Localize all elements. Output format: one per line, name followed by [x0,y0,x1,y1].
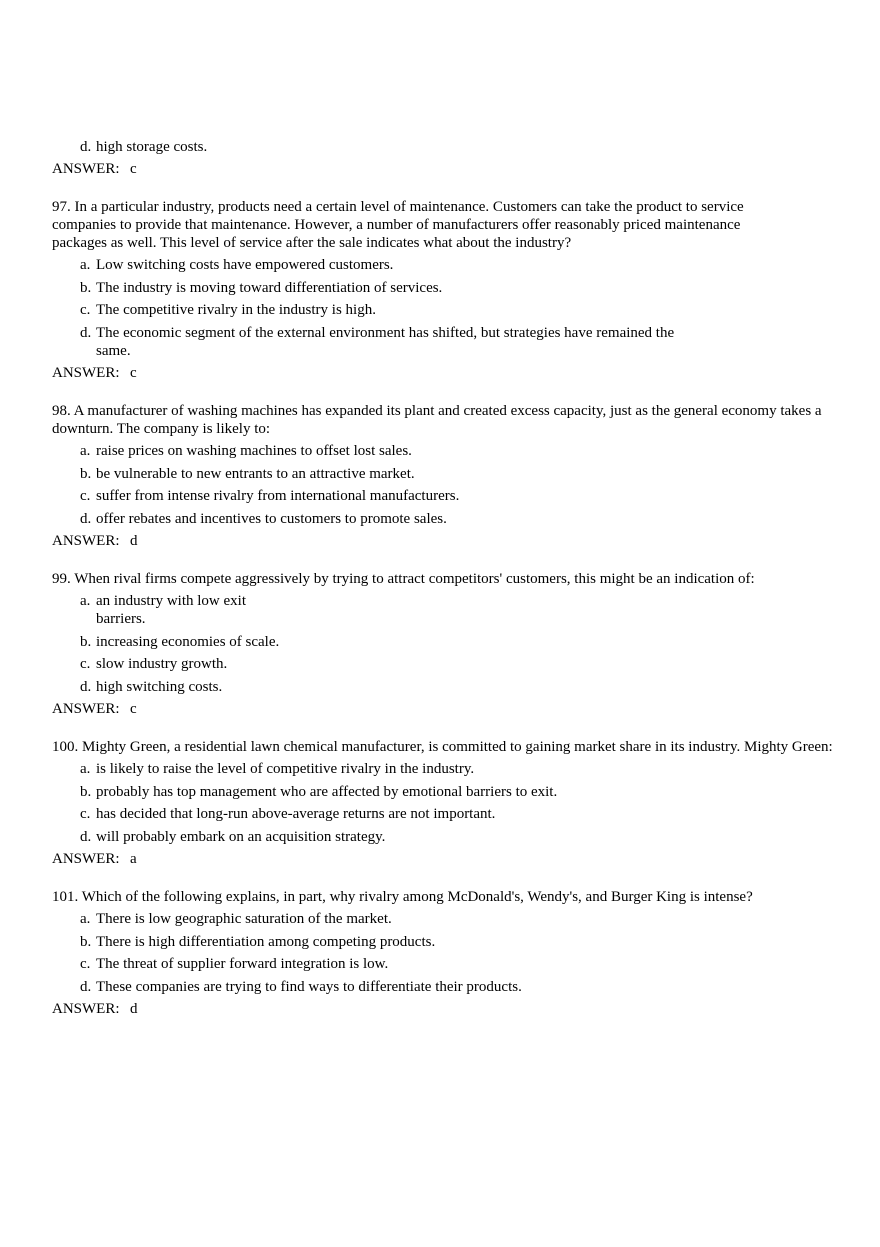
answer-value: c [130,161,137,177]
choice-letter: c. [80,488,91,504]
choice-b [52,933,840,951]
choice-letter: b. [80,933,92,950]
choice-letter: c. [80,656,91,672]
question-100 [52,738,840,868]
choice-letter: d. [80,139,92,155]
choice-c [52,655,840,673]
choice-text: The economic segment of the external environment has shifted, but strategies have remained the same. [96,324,675,359]
choice-c [52,487,840,505]
choice-d [52,828,840,846]
choice-letter: a. [80,257,91,273]
choice-text: suffer from intense rivalry from international manufacturers. [96,488,460,504]
choice-text: will probably embark on an acquisition strategy. [96,828,386,845]
answer-label: ANSWER: [52,365,120,381]
answer-value: a [130,851,137,867]
choice-a [52,442,840,460]
choice-text: There is low geographic saturation of the market. [96,911,392,927]
choice-text: The industry is moving toward differentiation of services. [96,279,443,296]
choice-letter: c. [80,302,91,318]
question-97 [52,198,840,382]
choice-text: has decided that long-run above-average returns are not important. [96,806,496,822]
choice-text: slow industry growth. [96,656,228,672]
answer-line [52,850,840,868]
choice-text: The competitive rivalry in the industry is high. [96,302,376,318]
choice-d [52,678,840,696]
choice-letter: d. [80,828,92,845]
answer-line [52,532,840,550]
choice-letter: a. [80,443,91,459]
answer-line [52,160,840,178]
choice-b [52,465,840,483]
choice-text: probably has top management who are affected by emotional barriers to exit. [96,783,558,800]
choice-text: is likely to raise the level of competitive rivalry in the industry. [96,761,475,777]
choice-letter: b. [80,633,92,650]
choice-c [52,955,840,973]
choice-text: These companies are trying to find ways to differentiate their products. [96,978,522,995]
choice-letter: c. [80,956,91,972]
choice-letter: c. [80,806,91,822]
choice-d [52,138,840,156]
choice-text: The threat of supplier forward integration is low. [96,956,389,972]
question-stem: 99. When rival firms compete aggressively by trying to attract competitors' customers, this might be an indication of: [52,571,755,587]
question-96-continued [52,138,840,178]
choice-letter: b. [80,783,92,800]
answer-label: ANSWER: [52,701,120,717]
question-stem: 98. A manufacturer of washing machines has expanded its plant and created excess capacity, just as the general economy takes a downturn. The company is likely to: [52,403,822,437]
choice-text: high switching costs. [96,678,223,695]
choice-letter: b. [80,465,92,482]
choice-text: offer rebates and incentives to customers to promote sales. [96,510,447,527]
choice-b [52,783,840,801]
answer-label: ANSWER: [52,161,120,177]
answer-line [52,364,840,382]
question-stem: 100. Mighty Green, a residential lawn chemical manufacturer, is committed to gaining market share in its industry. Mighty Green: [52,739,833,755]
answer-value: d [130,533,138,549]
choice-b [52,279,840,297]
answer-label: ANSWER: [52,533,120,549]
choice-a [52,256,840,274]
question-98 [52,402,840,550]
choice-letter: a. [80,593,91,609]
choice-d [52,510,840,528]
question-stem: 101. Which of the following explains, in part, why rivalry among McDonald's, Wendy's, and Burger King is intense? [52,889,753,905]
answer-value: c [130,365,137,381]
choice-text: be vulnerable to new entrants to an attractive market. [96,465,415,482]
question-stem: 97. In a particular industry, products need a certain level of maintenance. Customers can take the product to service companies to provide that maintenance. However, a number of manufacturers offer reasonably priced maintenance packages as well. This level of service after the sale indicates what about the industry? [52,199,744,251]
choice-letter: a. [80,761,91,777]
choice-text: raise prices on washing machines to offset lost sales. [96,443,412,459]
choice-letter: d. [80,678,92,695]
choice-c [52,805,840,823]
choice-a [52,760,840,778]
choice-a [52,592,281,628]
answer-line [52,700,840,718]
choice-text: high storage costs. [96,139,208,155]
question-99 [52,570,840,718]
choice-letter: b. [80,279,92,296]
choice-letter: d. [80,978,92,995]
choice-letter: a. [80,911,91,927]
answer-value: d [130,1001,138,1017]
answer-value: c [130,701,137,717]
choice-text: increasing economies of scale. [96,633,280,650]
choice-text: an industry with low exit barriers. [96,593,246,627]
choice-text: There is high differentiation among competing products. [96,933,436,950]
choice-text: Low switching costs have empowered customers. [96,257,394,273]
question-101 [52,888,840,1018]
answer-label: ANSWER: [52,851,120,867]
answer-line [52,1000,840,1018]
answer-label: ANSWER: [52,1001,120,1017]
choice-c [52,301,840,319]
choice-b [52,633,840,651]
choice-d [52,324,706,360]
choice-letter: d. [80,324,92,341]
choice-a [52,910,840,928]
choice-letter: d. [80,510,92,527]
choice-d [52,978,840,996]
